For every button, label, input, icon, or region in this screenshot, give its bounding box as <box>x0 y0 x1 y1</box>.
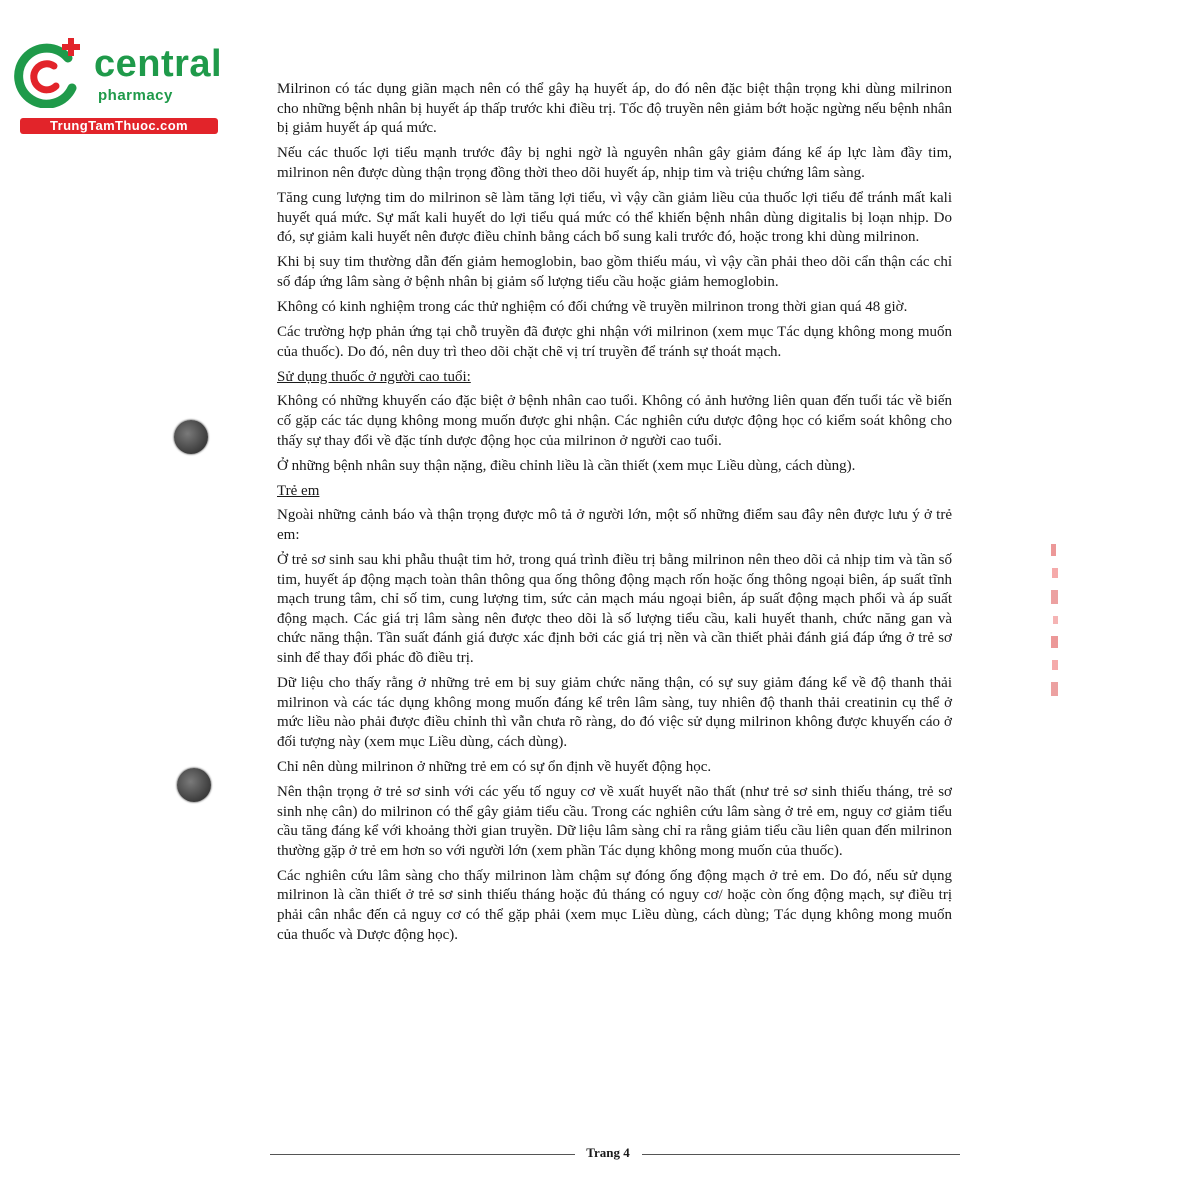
footer-rule-left <box>270 1154 575 1155</box>
document-body <box>277 80 952 951</box>
body-paragraph: Ngoài những cảnh báo và thận trọng được mô tả ở người lớn, một số những điểm sau đây nên được lưu ý ở trẻ em: <box>277 507 952 543</box>
red-stamp-mark-icon <box>1047 540 1063 710</box>
logo-subtitle: pharmacy <box>98 87 173 104</box>
body-paragraph: Ở những bệnh nhân suy thận nặng, điều chỉnh liều là cần thiết (xem mục Liều dùng, cách dùng). <box>277 457 856 474</box>
body-paragraph: Không có những khuyến cáo đặc biệt ở bệnh nhân cao tuổi. Không có ảnh hưởng liên quan đến tuổi tác về biến cố gặp các tác dụng không mong muốn được ghi nhận. Các nghiên cứu dược động học có kiểm soát không cho thấy sự thay đổi về đặc tính dược động học của milrinon ở người cao tuổi. <box>277 393 952 449</box>
body-paragraph: Nếu các thuốc lợi tiểu mạnh trước đây bị nghi ngờ là nguyên nhân gây giảm đáng kể áp lực làm đầy tim, milrinon nên được dùng thận trọng đồng thời theo dõi huyết áp, nhịp tim và triệu chứng lâm sàng. <box>277 145 952 181</box>
body-paragraph: Các trường hợp phản ứng tại chỗ truyền đã được ghi nhận với milrinon (xem mục Tác dụng không mong muốn của thuốc). Do đó, nên duy trì theo dõi chặt chẽ vị trí truyền để tránh sự thoát mạch. <box>277 324 952 360</box>
body-paragraph: Tăng cung lượng tim do milrinon sẽ làm tăng lợi tiểu, vì vậy cần giảm liều của thuốc lợi tiểu để tránh mất kali huyết quá mức. Sự mất kali huyết do lợi tiểu quá mức có thể khiến bệnh nhân dùng digitalis bị loạn nhịp. Do đó, sự giảm kali huyết nên được điều chỉnh bằng cách bổ sung kali trước đó, hoặc trong khi dùng milrinon. <box>277 189 952 246</box>
body-paragraph: Chỉ nên dùng milrinon ở những trẻ em có sự ổn định về huyết động học. <box>277 758 712 775</box>
body-paragraph: Ở trẻ sơ sinh sau khi phẫu thuật tim hở, trong quá trình điều trị bằng milrinon nên theo dõi cả nhịp tim và tần số tim, huyết áp động mạch toàn thân thông qua ống thông động mạch rốn hoặc ống thông ngoại biên, áp suất tĩnh mạch trung tâm, chỉ số tim, cung lượng tim, sức cản mạch máu ngoại biên, áp suất động mạch phổi và áp suất động mạch. Các giá trị lâm sàng nên được theo dõi là số lượng tiểu cầu, kali huyết thanh, chức năng gan và chức năng thận. Tần suất đánh giá được xác định bởi các giá trị nền và cần thiết phải đánh giá đáp ứng ở trẻ sơ sinh để thay đổi phác đồ điều trị. <box>277 551 952 666</box>
body-paragraph: Nên thận trọng ở trẻ sơ sinh với các yếu tố nguy cơ về xuất huyết não thất (như trẻ sơ sinh thiếu tháng, trẻ sơ sinh nhẹ cân) do milrinon có thể gây giảm tiểu cầu. Trong các nghiên cứu lâm sàng ở trẻ em, nguy cơ giảm tiểu cầu tăng đáng kể với khoảng thời gian truyền. Dữ liệu lâm sàng chỉ ra rằng giảm tiểu cầu liên quan đến milrinon thường gặp ở trẻ em hơn so với người lớn (xem phần Tác dụng không mong muốn của thuốc). <box>277 784 952 859</box>
footer-rule-right <box>642 1154 960 1155</box>
punch-hole-bottom <box>177 768 211 802</box>
punch-hole-top <box>174 420 208 454</box>
logo-website-banner: TrungTamThuoc.com <box>20 118 218 134</box>
central-pharmacy-logo-icon <box>10 36 90 108</box>
body-paragraph: Dữ liệu cho thấy rằng ở những trẻ em bị suy giảm chức năng thận, có sự suy giảm đáng kể về độ thanh thải milrinon và các tác dụng không mong muốn đáng kể trên lâm sàng, tuy nhiên độ thanh thải creatinin cụ thể ở mức liều nào phải được điều chỉnh thì vẫn chưa rõ ràng, do đó việc sử dụng milrinon không được khuyến cáo ở đối tượng này (xem mục Liều dùng, cách dùng). <box>277 675 952 750</box>
page-number: Trang 4 <box>586 1145 630 1160</box>
logo-brand-name: central <box>94 43 223 85</box>
body-paragraph: Các nghiên cứu lâm sàng cho thấy milrinon làm chậm sự đóng ống động mạch ở trẻ em. Do đó, nếu sử dụng milrinon là cần thiết ở trẻ sơ sinh thiếu tháng hoặc đủ tháng có nguy cơ/ hoặc còn ống động mạch, sự điều trị phải cân nhắc đến cả nguy cơ có thể gặp phải (xem mục Liều dùng, cách dùng; Tác dụng không mong muốn của thuốc và Dược động học). <box>277 867 952 943</box>
body-paragraph: Khi bị suy tim thường dẫn đến giảm hemoglobin, bao gồm thiếu máu, vì vậy cần phải theo dõi cẩn thận các chỉ số đáp ứng lâm sàng ở bệnh nhân bị giảm số lượng tiểu cầu hoặc giảm hemoglobin. <box>277 254 952 290</box>
body-paragraph: Không có kinh nghiệm trong các thử nghiệm có đối chứng về truyền milrinon trong thời gian quá 48 giờ. <box>277 298 908 315</box>
body-paragraph: Milrinon có tác dụng giãn mạch nên có thể gây hạ huyết áp, do đó nên đặc biệt thận trọng khi dùng milrinon cho những bệnh nhân bị huyết áp thấp trước khi điều trị. Tốc độ truyền nên giảm bớt hoặc ngừng nếu bệnh nhân bị giảm huyết áp quá mức. <box>277 81 952 137</box>
section-heading: Trẻ em <box>277 482 320 499</box>
section-heading: Sử dụng thuốc ở người cao tuổi: <box>277 368 471 385</box>
pharmacy-logo <box>10 36 223 136</box>
